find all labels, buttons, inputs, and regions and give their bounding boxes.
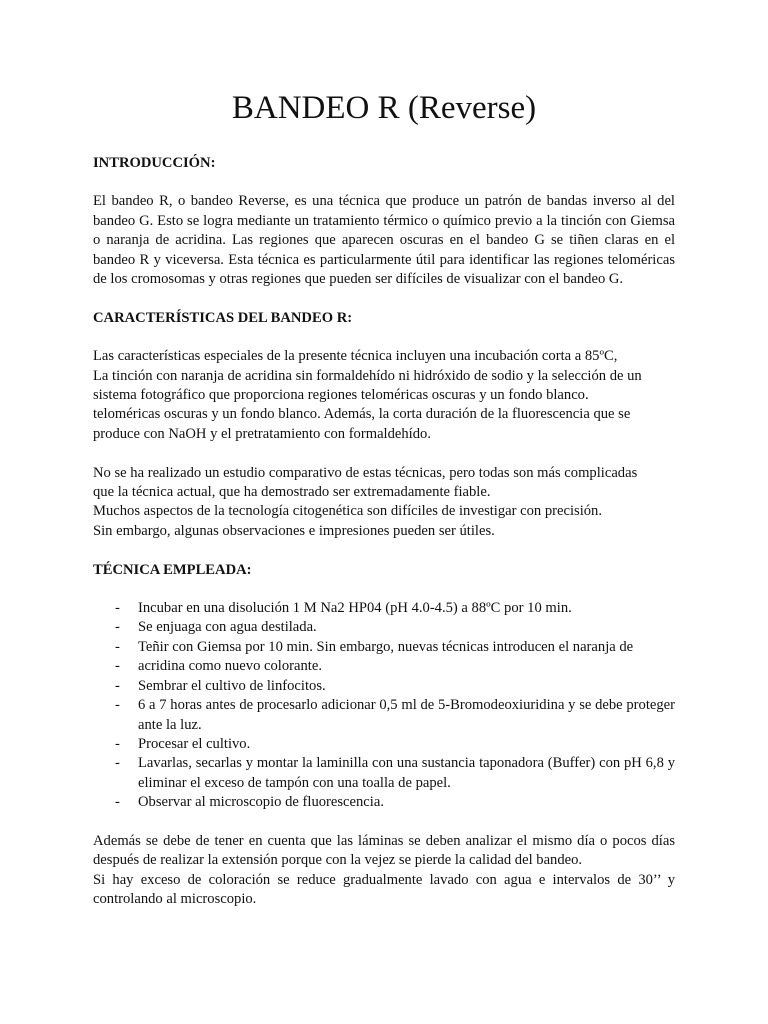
list-item — [93, 677, 675, 696]
intro-paragraph: El bandeo R, o bandeo Reverse, es una técnica que produce un patrón de bandas inverso al del bandeo G. Esto se logra mediante un tratamiento térmico o químico previo a la tinción con Giemsa o naranja de acridina. Las regiones que aparecen oscuras en el bandeo G se tiñen claras en el bandeo R y viceversa. Esta técnica es particularmente útil para identificar las regiones teloméricas de los cromosomas y otras regiones que pueden ser difíciles de visualizar con el bandeo G. — [93, 193, 675, 288]
bullet-dash: - — [115, 619, 120, 636]
comparison-line: que la técnica actual, que ha demostrado ser extremadamente fiable. — [93, 484, 491, 501]
closing-text-2: Si hay exceso de coloración se reduce gradualmente lavado con agua e intervalos de 30’’ y controlando al microscopio. — [93, 871, 675, 908]
bullet-dash: - — [115, 658, 120, 675]
features-line: produce con NaOH y el pretratamiento con formaldehído. — [93, 425, 431, 442]
list-item — [93, 599, 675, 618]
step-text: Incubar en una disolución 1 M Na2 HP04 (pH 4.0-4.5) a 88ºC por 10 min. — [138, 600, 572, 617]
comparison-line: No se ha realizado un estudio comparativo de estas técnicas, pero todas son más complicadas — [93, 464, 638, 481]
features-heading: CARACTERÍSTICAS DEL BANDEO R: — [93, 309, 353, 326]
bullet-dash: - — [115, 735, 120, 752]
comparison-line: Sin embargo, algunas observaciones e impresiones pueden ser útiles. — [93, 522, 495, 539]
step-text: Procesar el cultivo. — [138, 735, 251, 752]
document-title: BANDEO R (Reverse) — [231, 90, 537, 126]
bullet-dash: - — [115, 755, 120, 772]
list-item — [93, 618, 675, 637]
bullet-dash: - — [115, 638, 120, 655]
intro-heading: INTRODUCCIÓN: — [93, 155, 216, 171]
bullet-dash: - — [115, 677, 120, 694]
step-text: Observar al microscopio de fluorescencia. — [138, 794, 384, 811]
bullet-dash: - — [115, 794, 120, 811]
comparison-paragraph — [93, 464, 675, 542]
list-item — [93, 657, 675, 676]
technique-steps-list — [93, 599, 675, 812]
features-line: teloméricas oscuras y un fondo blanco. Además, la corta duración de la fluorescencia que se — [93, 406, 631, 423]
features-paragraph — [93, 347, 675, 444]
bullet-dash: - — [115, 600, 120, 617]
step-text: 6 a 7 horas antes de procesarlo adicionar 0,5 ml de 5-Bromodeoxiuridina y se debe proteger ante la luz. — [138, 697, 675, 733]
features-line: sistema fotográfico que proporciona regiones teloméricas oscuras y un fondo blanco. — [93, 387, 589, 404]
step-text: Teñir con Giemsa por 10 min. Sin embargo, nuevas técnicas introducen el naranja de — [138, 638, 634, 655]
comparison-line: Muchos aspectos de la tecnología citogenética son difíciles de investigar con precisión. — [93, 503, 602, 520]
list-item — [93, 754, 675, 793]
list-item — [93, 735, 675, 754]
list-item — [93, 793, 675, 812]
list-item — [93, 696, 675, 735]
step-text: acridina como nuevo colorante. — [138, 658, 322, 675]
features-line: Las características especiales de la presente técnica incluyen una incubación corta a 85ºC, — [93, 348, 618, 365]
step-text: Lavarlas, secarlas y montar la laminilla con una sustancia taponadora (Buffer) con pH 6,8 y eliminar el exceso de tampón con una toalla de papel. — [138, 755, 675, 791]
step-text: Se enjuaga con agua destilada. — [138, 619, 317, 636]
list-item — [93, 638, 675, 657]
features-line: La tinción con naranja de acridina sin formaldehído ni hidróxido de sodio y la selección de un — [93, 367, 642, 384]
closing-paragraph — [93, 832, 675, 910]
bullet-dash: - — [115, 697, 120, 714]
closing-text-1: Además se debe de tener en cuenta que las láminas se deben analizar el mismo día o pocos días después de realizar la extensión porque con la vejez se pierde la calidad del bandeo. — [93, 832, 675, 869]
step-text: Sembrar el cultivo de linfocitos. — [138, 677, 326, 694]
technique-heading: TÉCNICA EMPLEADA: — [93, 561, 252, 578]
